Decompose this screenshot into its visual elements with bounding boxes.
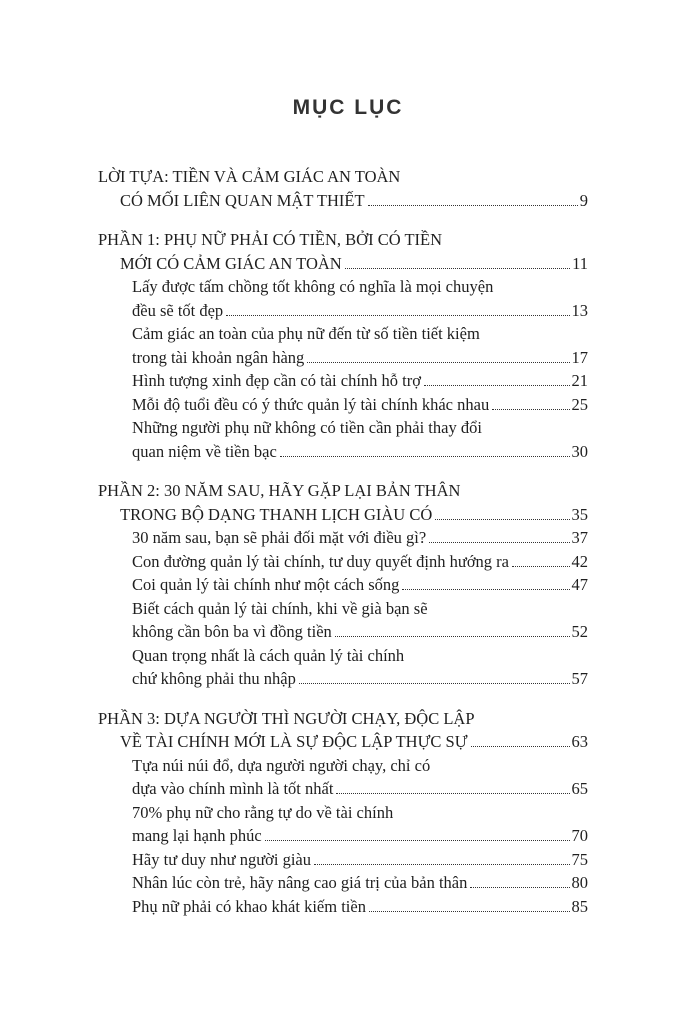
part-title-text: PHẦN 3: DỰA NGƯỜI THÌ NGƯỜI CHẠY, ĐỘC LẬP [98,708,475,728]
dot-leader [336,793,569,794]
table-of-contents [98,165,588,934]
toc-entry[interactable] [98,848,588,872]
toc-entry[interactable] [98,322,588,369]
toc-section-heading[interactable] [98,165,588,212]
page-number: 57 [571,669,588,688]
entry-title-text: Mỗi độ tuổi đều có ý thức quản lý tài chính khác nhau [132,394,490,414]
page-number: 75 [571,849,588,869]
page-number: 70 [571,826,588,845]
entry-title-text: đều sẽ tốt đẹp [132,300,224,320]
part-title-line [98,730,588,754]
entry-title-text: Quan trọng nhất là cách quản lý tài chính [132,645,405,665]
part-title-text: CÓ MỐI LIÊN QUAN MẬT THIẾT [120,190,365,210]
entry-line [98,824,588,848]
entry-line [98,393,588,417]
page-number: 65 [571,779,588,798]
entry-title-text: mang lại hạnh phúc [132,826,262,845]
page-number: 35 [571,504,588,524]
part-title-text: MỚI CÓ CẢM GIÁC AN TOÀN [120,253,342,273]
toc-entry[interactable] [98,754,588,801]
entry-line [98,597,588,621]
page-number: 37 [571,528,588,547]
page-number: 80 [571,873,588,892]
entry-title-text: quan niệm về tiền bạc [132,441,277,461]
toc-section-heading[interactable] [98,228,588,275]
dot-leader [470,887,569,888]
toc-section [98,165,588,212]
part-title-text: PHẦN 2: 30 NĂM SAU, HÃY GẶP LẠI BẢN THÂN [98,481,461,500]
toc-entry[interactable] [98,526,588,550]
toc-section [98,479,588,691]
dot-leader [280,456,570,457]
page-number: 13 [571,300,588,320]
entry-title-text: Coi quản lý tài chính như một cách sống [132,575,400,594]
part-title-text: TRONG BỘ DẠNG THANH LỊCH GIÀU CÓ [120,504,433,524]
toc-entry[interactable] [98,573,588,597]
part-title-line [98,479,588,503]
toc-section [98,228,588,463]
entry-title-text: Con đường quản lý tài chính, tư duy quyết định hướng ra [132,551,509,571]
dot-leader [369,911,570,912]
entry-line [98,667,588,691]
toc-section-heading[interactable] [98,479,588,526]
dot-leader [368,205,578,206]
part-title-line [98,189,588,213]
toc-entry[interactable] [98,550,588,574]
page-number: 85 [571,896,588,916]
toc-entry[interactable] [98,393,588,417]
entry-line [98,440,588,464]
entry-title-text: dựa vào chính mình là tốt nhất [132,779,334,798]
page-number: 11 [572,253,588,273]
toc-entry[interactable] [98,369,588,393]
dot-leader [435,519,569,520]
entry-title-text: 70% phụ nữ cho rằng tự do về tài chính [132,802,394,822]
page-number: 9 [579,190,588,210]
part-title-line [98,165,588,189]
entry-title-text: Hãy tư duy như người giàu [132,849,311,869]
entry-line [98,275,588,299]
page-number: 21 [571,371,588,390]
dot-leader [299,683,570,684]
entry-title-text: Biết cách quản lý tài chính, khi về già bạn sẽ [132,598,428,618]
dot-leader [492,409,569,410]
dot-leader [471,746,570,747]
part-title-text: VỀ TÀI CHÍNH MỚI LÀ SỰ ĐỘC LẬP THỰC SỰ [120,732,468,751]
toc-entry[interactable] [98,801,588,848]
entry-title-text: chứ không phải thu nhập [132,669,296,688]
dot-leader [314,864,570,865]
entry-title-text: trong tài khoản ngân hàng [132,347,305,367]
entry-title-text: Nhân lúc còn trẻ, hãy nâng cao giá trị của bản thân [132,873,468,892]
page-number: 63 [571,732,588,751]
entry-line [98,871,588,895]
entry-line [98,573,588,597]
entry-title-text: Lấy được tấm chồng tốt không có nghĩa là mọi chuyện [132,277,494,296]
dot-leader [424,385,570,386]
toc-entry[interactable] [98,597,588,644]
entry-title-text: Tựa núi núi đổ, dựa người người chạy, chỉ có [132,755,431,775]
page-number: 52 [571,622,588,641]
entry-line [98,777,588,801]
entry-line [98,644,588,668]
entry-line [98,299,588,323]
entry-line [98,526,588,550]
toc-section [98,707,588,919]
page-title: MỤC LỤC [292,96,404,119]
part-title-text: LỜI TỰA: TIỀN VÀ CẢM GIÁC AN TOÀN [98,167,401,186]
entry-line [98,322,588,346]
entry-title-text: Cảm giác an toàn của phụ nữ đến từ số tiền tiết kiệm [132,324,480,343]
part-title-line [98,252,588,276]
dot-leader [345,268,570,269]
entry-line [98,346,588,370]
page-number: 17 [571,347,588,367]
toc-entry[interactable] [98,275,588,322]
toc-section-heading[interactable] [98,707,588,754]
toc-entry[interactable] [98,644,588,691]
dot-leader [307,362,569,363]
page-number: 25 [571,394,588,414]
dot-leader [402,589,569,590]
dot-leader [335,636,570,637]
entry-line [98,620,588,644]
page-number: 42 [571,551,588,571]
entry-line [98,416,588,440]
part-title-line [98,228,588,252]
toc-entry[interactable] [98,416,588,463]
entry-title-text: Phụ nữ phải có khao khát kiếm tiền [132,896,366,916]
entry-line [98,369,588,393]
entry-title-text: Hình tượng xinh đẹp cần có tài chính hỗ trợ [132,371,421,390]
part-title-text: PHẦN 1: PHỤ NỮ PHẢI CÓ TIỀN, BỞI CÓ TIỀN [98,230,443,249]
toc-entry[interactable] [98,871,588,895]
entry-line [98,550,588,574]
dot-leader [226,315,569,316]
page-number: 47 [571,575,588,594]
entry-line [98,754,588,778]
entry-line [98,895,588,919]
dot-leader [512,566,570,567]
entry-line [98,848,588,872]
entry-title-text: Những người phụ nữ không có tiền cần phải thay đổi [132,418,482,437]
part-title-line [98,707,588,731]
page-number: 30 [571,441,588,461]
toc-entry[interactable] [98,895,588,919]
dot-leader [429,542,569,543]
entry-line [98,801,588,825]
entry-title-text: 30 năm sau, bạn sẽ phải đối mặt với điều gì? [132,528,427,547]
entry-title-text: không cần bôn ba vì đồng tiền [132,622,332,641]
dot-leader [265,840,570,841]
part-title-line [98,503,588,527]
